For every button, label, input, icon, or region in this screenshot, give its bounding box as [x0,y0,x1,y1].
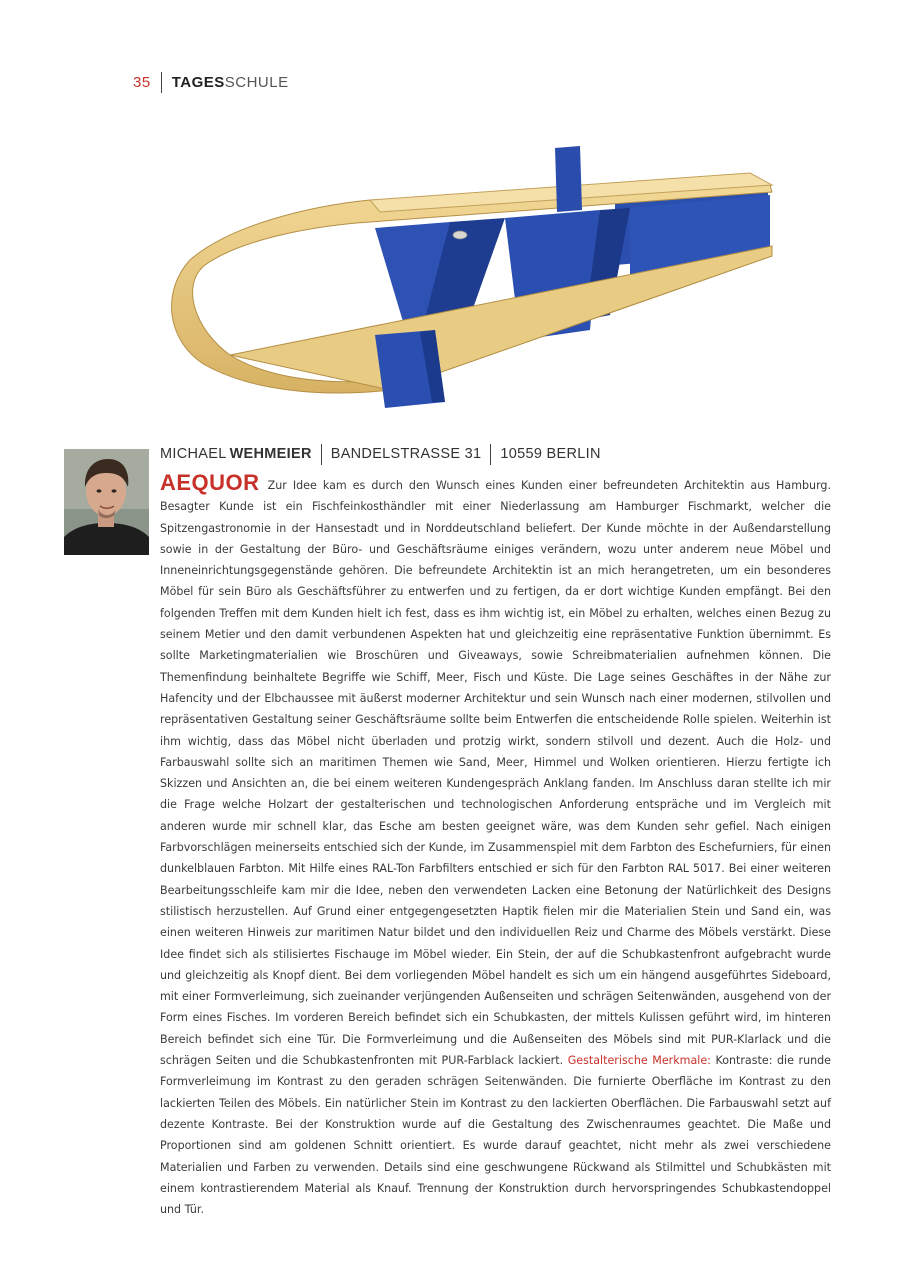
author-street: BANDELSTRASSE 31 [330,446,482,462]
author-divider [490,444,491,465]
sideboard-illustration [160,140,790,410]
author-portrait [64,449,149,555]
author-info [160,443,601,465]
article-body [160,472,831,1220]
header-divider [161,72,162,93]
author-city: 10559 BERLIN [500,446,601,462]
article-title: AEQUOR [160,470,260,495]
section-title-bold: TAGES [171,73,225,91]
article-text-part-2: Kontraste: die runde Formverleimung im Kontrast zu den geraden schrägen Seitenwänden. Die furnierte Oberfläche im Kontrast zu den lackierten Teilen des Möbels. Ein natürlicher Stein im Kontrast zu den lackierten Oberflächen. Die Farbauswahl setzt auf dezente Kontraste. Bei der Konstruktion wurde auf die Gestaltung des Zwischenraumes geachtet. Die Maße und Proportionen sind am goldenen Schnitt orientiert. Es wurde darauf geachtet, nicht mehr als zwei verschiedene Materialien und Farben zu verwenden. Details sind eine geschwungene Rückwand als Stilmittel und Schubkästen mit einem kontrastierendem Material als Knauf. Trennung der Konstruktion durch hervorspringendes Schubkastendoppel und Tür. [160,1054,832,1217]
section-title-light: SCHULE [224,73,289,91]
page-number: 35 [133,73,151,91]
author-divider [321,444,322,465]
author-last-name: WEHMEIER [229,446,312,462]
page-header [133,71,289,93]
article-text-part-1: Zur Idee kam es durch den Wunsch eines Kunden einer befreundeten Architektin aus Hamburg. Besagter Kunde ist ein Fischfeinkosthändler mit einer Niederlassung am Hamburger Fischmarkt, welcher die Spitzengastronomie in der Hansestadt und in Norddeutschland beliefert. Der Kunde möchte in der Außendarstellung sowie in der Gestaltung der Büro- und Geschäftsräume einiges verändern, wozu unter anderem neue Möbel und Inneneinrichtungsgegenstände gehören. Die befreundete Architektin ist an mich herangetreten, um ein besonderes Möbel für sein Büro als Geschäftsführer zu entwerfen und zu fertigen, da er dort wichtige Kunden empfängt. Bei den folgenden Treffen mit dem Kunden hielt ich fest, dass es ihm wichtig ist, ein Möbel zu erhalten, welches einen Bezug zu seinem Metier und den damit verbundenen Aspekten hat und gleichzeitig eine repräsentative Funktion übernimmt. Es sollte Marketingmaterialien wie Broschüren und Giveaways, sowie Schreibmaterialien aufnehmen können. Die Themenfindung beinhaltete Begriffe wie Schiff, Meer, Fisch und Küste. Die Lage seines Geschäftes in der Nähe zur Hafencity und der Elbchaussee mit äußerst moderner Architektur und sein Wunsch nach einer modernen, stilvollen und repräsentativen Gestaltung seiner Geschäftsräume sollte beim Entwerfen die entscheidende Rolle spielen. Weiterhin ist ihm wichtig, dass das Möbel nicht überladen und protzig wirkt, sondern stilvoll und dezent. Auch die Holz- und Farbauswahl sollte sich an maritimen Themen wie Sand, Meer, Himmel und Wolken orientieren. Hierzu fertigte ich Skizzen und Ansichten an, die bei einem weiteren Kundengespräch Anklang fanden. Im Anschluss daran stellte ich mir die Frage welche Holzart der gestalterischen und technologischen Anforderung entspräche und im Vergleich mit anderen wurde mir schnell klar, das Esche am besten geeignet wäre, was dem Kunden sehr gefiel. Nach einigen Farbvorschlägen meinerseits entschied sich der Kunde, im Zusammenspiel mit dem Farbton des Eschefurniers, für einen dunkelblauen Farbton. Mit Hilfe eines RAL-Ton Farbfilters entschied er sich für den Farbton RAL 5017. Bei einer weiteren Bearbeitungsschleife kam mir die Idee, neben den verwendeten Lacken eine Betonung der Natürlichkeit des Designs stilistisch herzustellen. Auf Grund einer entgegengesetzten Haptik fielen mir die Materialien Stein und Sand ein, was einen weiteren Hinweis zur maritimen Natur bildet und den individuellen Reiz und Charme des Möbels verstärkt. Diese Idee findet sich als stilisiertes Fischauge im Möbel wieder. Ein Stein, der auf die Schubkastenfront aufgebracht wurde und gleichzeitig als Knopf dient. Bei dem vorliegenden Möbel handelt es sich um ein hängend ausgeführtes Sideboard, mit einer Formverleimung, sich zueinander verjüngenden Außenseiten und schrägen Seitenwänden, ausgehend von der Form eines Fisches. Im vorderen Bereich befindet sich ein Schubkasten, der mittels Kulissen geführt wird, im hinteren Bereich befindet sich eine Tür. Die Formverleimung und die Außenseiten des Möbels sind mit PUR-Klarlack und die schrägen Seiten und die Schubkastenfronten mit PUR-Farblack lackiert. [160,479,832,1068]
article-highlight: Gestalterische Merkmale: [567,1054,711,1068]
author-first-name: MICHAEL [160,446,227,462]
